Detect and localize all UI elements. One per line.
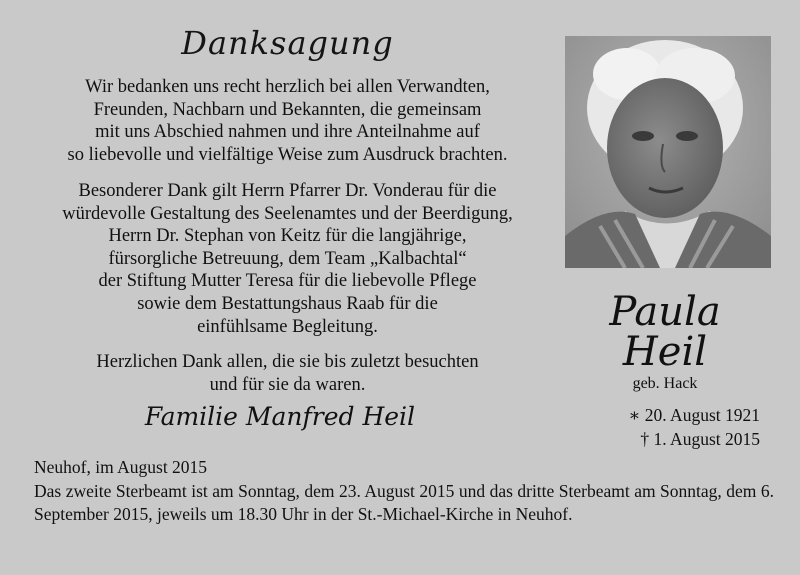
text-line: fürsorgliche Betreuung, dem Team „Kalbachtal“: [108, 248, 467, 269]
portrait-photo: [565, 36, 771, 268]
text-line: einfühlsame Begleitung.: [197, 316, 378, 337]
deceased-first-name: Paula: [609, 289, 721, 335]
text-line: der Stiftung Mutter Teresa für die liebevolle Pflege: [98, 271, 477, 292]
birth-date: ∗ 20. August 1921: [628, 405, 760, 425]
text-line: Herrn Dr. Stephan von Keitz für die langjährige,: [108, 226, 467, 247]
heading: Danksagung: [181, 24, 394, 62]
notice-block: [34, 456, 774, 527]
text-line: würdevolle Gestaltung des Seelenamtes und der Beerdigung,: [62, 203, 513, 224]
text-line: und für sie da waren.: [209, 374, 366, 395]
location-date: Neuhof, im August 2015: [34, 457, 208, 477]
text-line: Besonderer Dank gilt Herrn Pfarrer Dr. Vonderau für die: [78, 181, 497, 201]
text-line: so liebevolle und vielfältige Weise zum Ausdruck brachten.: [67, 144, 508, 165]
portrait-image: [565, 36, 771, 268]
thanks-paragraph-2: [20, 180, 555, 338]
text-line: sowie dem Bestattungshaus Raab für die: [137, 293, 438, 314]
family-signature: Familie Manfred Heil: [144, 402, 416, 431]
text-line: Freunden, Nachbarn und Bekannten, die gemeinsam: [93, 99, 482, 120]
death-date: † 1. August 2015: [640, 429, 760, 449]
text-line: mit uns Abschied nahmen und ihre Anteilnahme auf: [95, 122, 480, 143]
thanks-paragraph-3: [20, 351, 555, 396]
text-line: Wir bedanken uns recht herzlich bei allen Verwandten,: [85, 77, 490, 97]
text-line: Herzlichen Dank allen, die sie bis zuletzt besuchten: [96, 352, 479, 372]
life-dates: [590, 403, 760, 451]
thanks-paragraph-1: [20, 76, 555, 166]
service-notice: Das zweite Sterbeamt ist am Sonntag, dem 23. August 2015 und das dritte Sterbeamt am Sonntag, dem 6. September 2015, jeweils um 18.30 Uhr in der St.-Michael-Kirche in Neuhof.: [34, 480, 774, 525]
deceased-last-name: Heil: [622, 329, 708, 375]
maiden-name: geb. Hack: [632, 375, 698, 392]
